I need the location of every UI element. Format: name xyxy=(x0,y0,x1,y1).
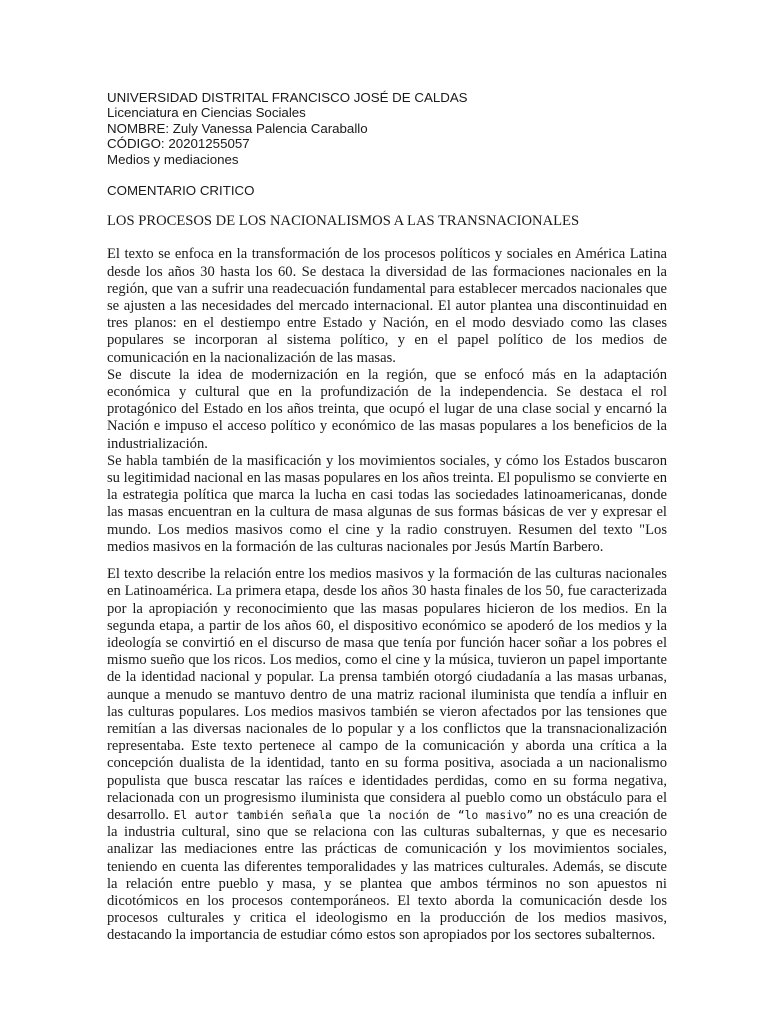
course-name: Medios y mediaciones xyxy=(107,151,239,167)
paragraph-2-text-a: El texto describe la relación entre los medios masivos y la formación de las culturas nacionales en Latinoamérica. La primera etapa, desde los años 30 hasta finales de los 50, fue caracterizada por la apropiación y reconocimiento que las masas populares hicieron de los medios. En la segunda etapa, a partir de los años 60, el dispositivo económico se apoderó de los medios y la ideología se convirtió en el discurso de masa que tenía por función hacer soñar a los pobres el mismo sueño que los ricos. Los medios, como el cine y la música, tuvieron un papel importante de la identidad nacional y popular. La prensa también otorgó ciudadanía a las masas urbanas, aunque a menudo se mantuvo dentro de una matriz racional iluminista que tendía a influir en las culturas populares. Los medios masivos también se vieron afectados por las tensiones que remitían a las diversas nacionales de lo popular y a los conflictos que la transnacionalización representaba. Este texto pertenece al campo de la comunicación y aborda una crítica a la concepción dualista de la identidad, tanto en su forma positiva, asociada a un nacionalismo populista que busca rescatar las raíces e identidades perdidas, como en su forma negativa, relacionada con un progresismo iluminista que considera al pueblo como un obstáculo para el desarrollo. xyxy=(107,566,667,823)
comment-label: COMENTARIO CRITICO xyxy=(107,183,255,199)
document-title: LOS PROCESOS DE LOS NACIONALISMOS A LAS TRANSNACIONALES xyxy=(107,213,580,230)
paragraph-2-text-b: no es una creación de la industria cultural, sino que se relaciona con las culturas subalternas, y que es necesario analizar las mediaciones entre las prácticas de comunicación y los movimientos sociales, teniendo en cuenta las diferentes temporalidades y las matrices culturales. Además, se discute la relación entre pueblo y masa, y se plantea que ambos términos no son apuestos ni dicotómicos en los procesos contemporáneos. El texto aborda la comunicación desde los procesos culturales y critica el ideologismo en la producción de los medios masivos, destacando la importancia de estudiar cómo estos son apropiados por los sectores subalternos. xyxy=(107,806,667,944)
student-code: CÓDIGO: 20201255057 xyxy=(107,136,250,152)
paragraph-2-inline-quote: El autor también señala que la noción de “lo masivo” xyxy=(173,807,534,822)
document-page xyxy=(107,90,667,945)
university-name: UNIVERSIDAD DISTRITAL FRANCISCO JOSÉ DE CALDAS xyxy=(107,90,468,105)
paragraph-1-part-2: Se discute la idea de modernización en la región, que se enfocó más en la adaptación económica y cultural que en la profundización de la independencia. Se destaca el rol protagónico del Estado en los años treinta, que ocupó el lugar de una clase social y encarnó la Nación e impuso el acceso político y económico de las masas populares a los beneficios de la industrialización. xyxy=(107,366,667,452)
program-name: Licenciatura en Ciencias Sociales xyxy=(107,105,306,121)
paragraph-1-part-1: El texto se enfoca en la transformación de los procesos políticos y sociales en América Latina desde los años 30 hasta los 60. Se destaca la diversidad de las formaciones nacionales en la región, que van a sufrir una readecuación fundamental para establecer mercados nacionales que se ajusten a las necesidades del mercado internacional. El autor plantea una discontinuidad en tres planos: en el destiempo entre Estado y Nación, en el modo desviado como las clases populares se incorporan al sistema político, y en el papel político de los medios de comunicación en la nacionalización de las masas. xyxy=(107,246,667,366)
student-name: NOMBRE: Zuly Vanessa Palencia Caraballo xyxy=(107,120,368,136)
paragraph-1-part-3: Se habla también de la masificación y los movimientos sociales, y cómo los Estados buscaron su legitimidad nacional en las masas populares en los años treinta. El populismo se convierte en la estrategia política que marca la lucha en casi todas las sociedades latinoamericanas, donde las masas encuentran en la cultura de masa algunas de sus formas básicas de ver y expresar el mundo. Los medios masivos como el cine y la radio construyen. Resumen del texto "Los medios masivos en la formación de las culturas nacionales por Jesús Martín Barbero. xyxy=(107,452,667,555)
paragraph-2 xyxy=(107,566,667,944)
paragraph-1 xyxy=(107,246,667,556)
document-header xyxy=(107,90,667,167)
